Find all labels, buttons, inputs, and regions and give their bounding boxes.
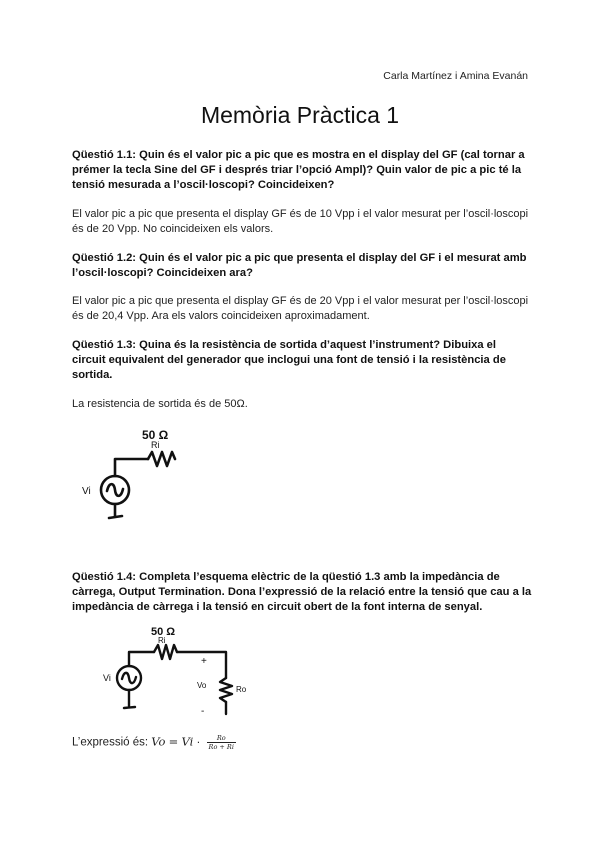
source-label: Vi <box>82 486 91 497</box>
circuit-diagram-1 <box>70 424 210 534</box>
formula-eq: = <box>168 734 179 749</box>
resistor-label: Ri <box>158 636 166 645</box>
resistor-ri <box>154 645 177 659</box>
circuit-diagram-2 <box>70 622 250 720</box>
source-label: Vi <box>103 673 111 683</box>
expression-label: L’expressió és: <box>72 736 149 749</box>
question-label: Qüestió 1.4: <box>72 571 137 583</box>
plus-sign: + <box>201 656 207 667</box>
ground-mark <box>109 516 122 518</box>
resistor-ri <box>148 452 175 466</box>
output-label: Vo <box>197 681 207 690</box>
answer-1-3: La resistencia de sortida és de 50Ω. <box>72 398 248 410</box>
fraction-denominator: Ro + Ri <box>208 743 234 751</box>
sine-wave-icon <box>122 673 136 683</box>
question-text: Quina és la resistència de sortida d’aquest l’instrument? Dibuixa el circuit equivalent del generador que inclogui una font de tensió i la resistència de sortida. <box>72 339 506 381</box>
question-1-3 <box>72 338 532 383</box>
resistance-value: 50 Ω <box>142 428 169 442</box>
wire-top <box>129 652 154 666</box>
question-1-4 <box>72 570 532 615</box>
question-text: Quin és el valor pic a pic que presenta el display del GF i el mesurat amb l’oscil·loscopi? Coincideixen ara? <box>72 252 527 279</box>
ground-mark <box>124 707 135 708</box>
question-1-1 <box>72 148 532 193</box>
fraction-numerator: Ro <box>207 734 236 743</box>
question-label: Qüestió 1.1: <box>72 149 137 161</box>
answer-1-2: El valor pic a pic que presenta el display GF és de 20 Vpp i el valor mesurat per l’oscil·loscopi és de 20,4 Vpp. Ara els valors coincideixen aproximadament. <box>72 295 529 322</box>
resistor-ro <box>220 678 232 702</box>
formula-lhs: Vo <box>151 734 166 749</box>
formula-fraction <box>207 734 236 751</box>
question-label: Qüestió 1.3: <box>72 339 137 351</box>
load-label: Ro <box>236 685 247 694</box>
question-label: Qüestió 1.2: <box>72 252 137 264</box>
expression-line <box>72 734 236 751</box>
question-text: Quin és el valor pic a pic que es mostra en el display del GF (cal tornar a prémer la tecla Sine del GF i després triar l’opció Ampl)? Quin valor de pic a pic té la tensió mesurada a l’oscil·loscopi? Coincideixen? <box>72 149 525 191</box>
formula-dot: · <box>196 736 201 749</box>
resistance-value: 50 Ω <box>151 626 176 638</box>
wire-top <box>115 459 148 476</box>
sine-wave-icon <box>107 484 123 496</box>
minus-sign: - <box>201 706 205 717</box>
page-title: Memòria Pràctica 1 <box>200 102 400 128</box>
question-1-2 <box>72 251 532 281</box>
question-text: Completa l’esquema elèctric de la qüestió 1.3 amb la impedància de càrrega, Output Termination. Dona l’expressió de la relació entre la tensió que cau a la impedància de càrrega i la tensió en circuit obert de la font interna de senyal. <box>72 571 532 613</box>
formula-rhs: Vi <box>181 734 194 749</box>
resistor-label: Ri <box>151 440 160 450</box>
author-line: Carla Martínez i Amina Evanán <box>383 70 528 82</box>
answer-1-1: El valor pic a pic que presenta el display GF és de 10 Vpp i el valor mesurat per l’oscil·loscopi és de 20 Vpp. No coincideixen els valors. <box>72 208 529 235</box>
